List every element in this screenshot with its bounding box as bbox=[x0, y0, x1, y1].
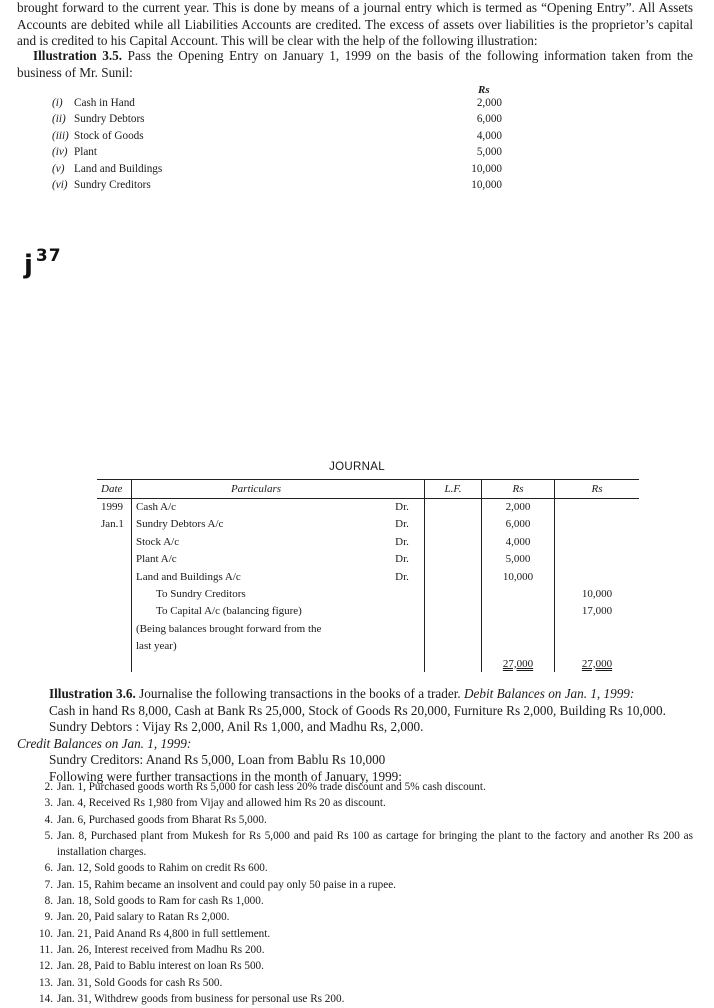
credit-balances: Sundry Creditors: Anand Rs 5,000, Loan from Bablu Rs 10,000 bbox=[49, 752, 386, 767]
list-item: (i) Cash in Hand 2,000 bbox=[52, 97, 502, 109]
illustration-3-6-label: Illustration 3.6. bbox=[49, 686, 136, 701]
header-debit: Rs bbox=[482, 480, 555, 499]
list-item: 12. Jan. 28, Paid to Bablu interest on loan Rs 500. bbox=[39, 960, 264, 973]
list-item: 6. Jan. 12, Sold goods to Rahim on credit Rs 600. bbox=[44, 862, 268, 875]
table-row: Stock A/c Dr. 4,000 bbox=[97, 534, 639, 551]
list-item: (v) Land and Buildings 10,000 bbox=[52, 162, 502, 175]
list-item: 9. Jan. 20, Paid salary to Ratan Rs 2,000. bbox=[44, 911, 230, 924]
page-logo: j $^{37}$ bbox=[24, 246, 62, 280]
list-item: (iii) Stock of Goods 4,000 bbox=[52, 129, 502, 142]
illustration-3-5 bbox=[17, 48, 693, 81]
table-row: last year) bbox=[97, 638, 639, 655]
list-item: 13. Jan. 31, Sold Goods for cash Rs 500. bbox=[39, 976, 223, 989]
list-item: 3. Jan. 4, Received Rs 1,980 from Vijay and allowed him Rs 20 as discount. bbox=[44, 797, 386, 810]
currency-header: Rs bbox=[478, 84, 490, 96]
list-item: 7. Jan. 15, Rahim became an insolvent and could pay only 50 paise in a rupee. bbox=[44, 878, 396, 891]
total-debit: 27,000 bbox=[502, 657, 534, 670]
illustration-3-6-text: Journalise the following transactions in the books of a trader. bbox=[139, 686, 461, 701]
list-item: 2. Jan. 1, Purchased goods worth Rs 5,000 for cash less 20% trade discount and 5% cash discount. bbox=[44, 781, 486, 793]
journal-title: JOURNAL bbox=[329, 461, 385, 473]
illustration-3-5-text: Pass the Opening Entry on January 1, 1999 on the basis of the following information taken from the business of Mr. Sunil: bbox=[17, 48, 694, 80]
header-particulars: Particulars bbox=[132, 480, 381, 499]
list-item: 4. Jan. 6, Purchased goods from Bharat Rs 5,000. bbox=[44, 813, 267, 826]
list-item: (vi) Sundry Creditors 10,000 bbox=[52, 178, 502, 191]
table-row: (Being balances brought forward from the bbox=[97, 621, 639, 638]
debit-balances: Cash in hand Rs 8,000, Cash at Bank Rs 25,000, Stock of Goods Rs 20,000, Furniture Rs 2,000, Building Rs 10,000. Sundry Debtors : Vijay Rs 2,000, Anil Rs 1,000, and Madhu Rs, 2,000. bbox=[49, 702, 666, 734]
table-row: Plant A/c Dr. 5,000 bbox=[97, 551, 639, 568]
journal-header-row bbox=[97, 480, 639, 499]
illustration-3-6 bbox=[17, 686, 693, 785]
list-item: (ii) Sundry Debtors 6,000 bbox=[52, 113, 502, 126]
list-item: 8. Jan. 18, Sold goods to Ram for cash Rs 1,000. bbox=[44, 895, 264, 908]
table-row: To Capital A/c (balancing figure) 17,000 bbox=[97, 603, 639, 620]
table-row: Land and Buildings A/c Dr. 10,000 bbox=[97, 569, 639, 586]
list-item: 5. Jan. 8, Purchased plant from Mukesh for Rs 5,000 and paid Rs 100 as cartage for bringing the plant to the factory and another Rs 200 as installation charges. bbox=[44, 829, 693, 859]
credit-balances-heading: Credit Balances on Jan. 1, 1999: bbox=[17, 735, 192, 751]
intro-text: brought forward to the current year. This is done by means of a journal entry which is termed as “Opening Entry”. All Assets Accounts are debited while all Liabilities Accounts are credited. The excess of assets over liabilities is the proprietor’s capital and is credited to his Capital Account. This will be clear with the help of the following illustration: bbox=[17, 0, 693, 48]
debit-balances-heading: Debit Balances on Jan. 1, 1999: bbox=[463, 686, 635, 701]
list-item: 11. Jan. 26, Interest received from Madhu Rs 200. bbox=[39, 943, 265, 956]
further-transactions-intro: Following were further transactions in the month of January, 1999: bbox=[49, 768, 402, 784]
list-item: 10. Jan. 21, Paid Anand Rs 4,800 in full settlement. bbox=[39, 927, 271, 940]
total-credit: 27,000 bbox=[581, 657, 613, 670]
header-date: Date bbox=[97, 480, 132, 499]
header-credit: Rs bbox=[555, 480, 640, 499]
list-item: (iv) Plant 5,000 bbox=[52, 146, 502, 159]
table-row: 1999 Cash A/c Dr. 2,000 bbox=[97, 499, 639, 517]
transactions-list bbox=[29, 779, 693, 1007]
header-lf: L.F. bbox=[425, 480, 482, 499]
table-row: Jan.1 Sundry Debtors A/c Dr. 6,000 bbox=[97, 516, 639, 533]
balance-list bbox=[52, 97, 502, 195]
journal-total-row bbox=[97, 656, 639, 672]
intro-paragraph bbox=[17, 0, 693, 50]
journal-table bbox=[97, 479, 639, 672]
list-item: 14. Jan. 31, Withdrew goods from business for personal use Rs 200. bbox=[39, 992, 345, 1005]
table-row: To Sundry Creditors 10,000 bbox=[97, 586, 639, 603]
illustration-3-5-label: Illustration 3.5. bbox=[33, 48, 123, 63]
